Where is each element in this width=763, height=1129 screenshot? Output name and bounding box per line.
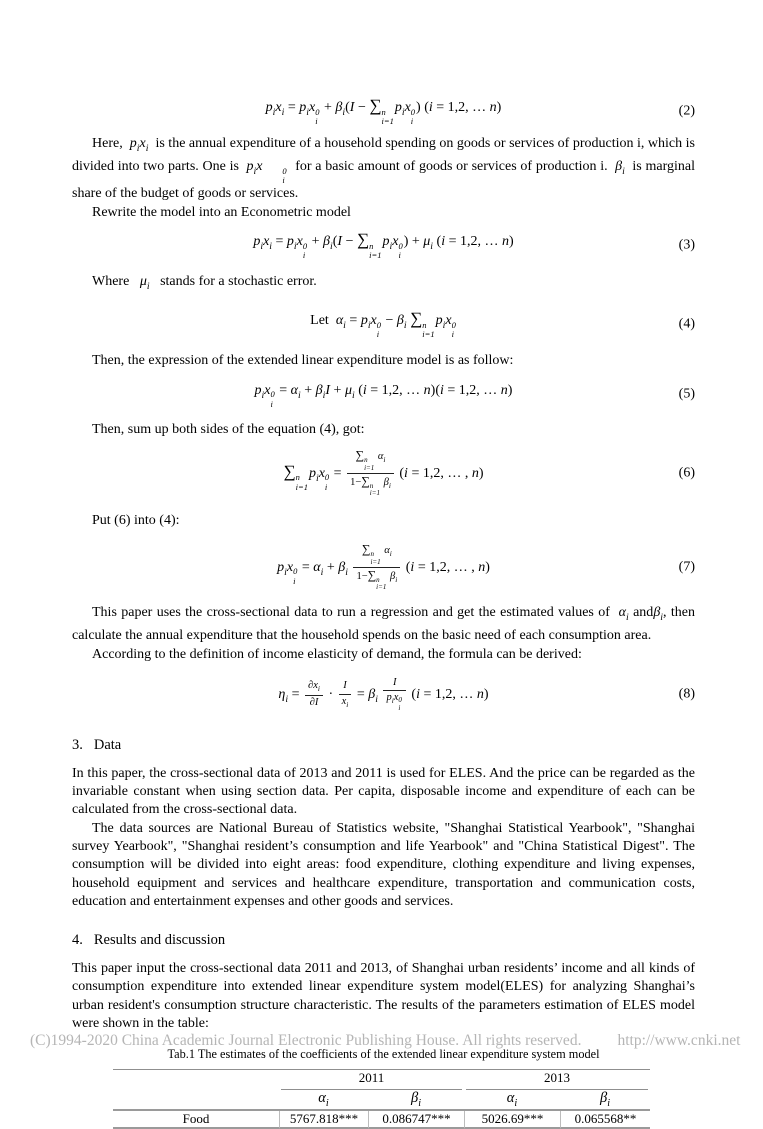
paragraph-regression: This paper uses the cross-sectional data to run a regression and get the estimated values of $\alpha_i$ andβ$_i$, then calculate the annual expenditure that the household spends on the basic need of each consumption area.	[72, 605, 695, 644]
section-heading-results	[72, 932, 695, 949]
paragraph-where: Where $\mu_i$ stands for a stochastic error.	[92, 274, 317, 293]
column-header-beta: $\beta_i$	[560, 1090, 650, 1111]
table-caption: Tab.1 The estimates of the coefficients of the extended linear expenditure system model	[167, 1047, 600, 1062]
column-header-alpha: $\alpha_i$	[279, 1090, 368, 1111]
table-empty-cell	[113, 1090, 279, 1111]
year-label: 2013	[466, 1070, 648, 1090]
cell-value: 0.065568**	[560, 1111, 650, 1129]
equation-5-body: $p_ix$ 0 i = $\alpha_i + \beta_iI + \mu_i$ (i = 1,2, … n)(i = 1,2, … n)	[254, 382, 513, 409]
section-number: 3.	[72, 736, 83, 753]
row-label: Food	[113, 1111, 279, 1129]
equation-number: (8)	[678, 686, 695, 702]
cell-value: 5767.818***	[279, 1111, 368, 1129]
paragraph-here: Here, $p_ix_i$ is the annual expenditure of a household spending on goods or services of production i, which is divided into two parts. One is $p_ix$ 0 i for a basic amount of goods or services of production i. $\beta_i$ is marginal share of the budget of goods or services.	[72, 136, 696, 202]
paragraph-data-2: The data sources are National Bureau of Statistics website, "Shanghai Statistical Yearbook", "Shanghai survey Yearbook", "Shanghai resident’s consumption and life Yearbook" and "China Statistical Digest". The consumption will be divided into eight areas: food expenditure, clothing expenditure and living expenses, household equipment and services and healthcare expenditure, transportation and communication costs, education and entertainment expenses and other goods and services.	[72, 820, 695, 909]
paragraph-then-expr: Then, the expression of the extended linear expenditure model is as follow:	[92, 352, 514, 368]
column-header-beta: $\beta_i$	[368, 1090, 464, 1111]
equation-number: (4)	[678, 316, 695, 332]
year-header-cell	[464, 1070, 650, 1090]
table-1-block	[72, 1047, 695, 1129]
year-label: 2011	[281, 1070, 462, 1090]
section-number: 4.	[72, 932, 83, 949]
equation-8-body: $\eta_i$ = $\frac{\partial x_i}{\partial I}$ · $\frac{I}{x_i}$ = $\beta_i$ I $p_ix$ 0 i (i = 1,2, … n)	[278, 676, 489, 713]
table-corner-cell	[113, 1070, 279, 1090]
footer-url: http://www.cnki.net	[617, 1032, 741, 1049]
page-content	[72, 0, 695, 1129]
equation-6	[72, 449, 695, 498]
equation-4-body: Let $\alpha_i = p_ix$ 0 i − $\beta_i$ ∑ n i=1 $p_ix$ 0 i	[310, 309, 456, 340]
cell-value: 0.086747***	[368, 1111, 464, 1129]
section-heading-data	[72, 737, 695, 754]
paragraph-data-1: In this paper, the cross-sectional data of 2013 and 2011 is used for ELES. And the price can be regarded as the invariable constant when using section data. Per capita, disposable income and expenditure of each can be calculated from the cross-sectional data.	[72, 765, 695, 818]
equation-3	[72, 231, 695, 260]
paragraph-rewrite: Rewrite the model into an Econometric model	[92, 204, 351, 220]
column-header-alpha: $\alpha_i$	[464, 1090, 560, 1111]
equation-7-body: $p_ix$ 0 i = $\alpha_i + \beta_i$ ∑ n i=1 $\alpha_i$ 1−∑ n i=1 $\beta_i$ (i = 1,2, … , n)	[277, 542, 490, 592]
table-year-row	[113, 1070, 650, 1090]
equation-number: (6)	[678, 465, 695, 481]
equation-5	[72, 382, 695, 409]
table-header-row	[113, 1090, 650, 1111]
equation-2	[72, 97, 695, 126]
cell-value: 5026.69***	[464, 1111, 560, 1129]
equation-3-body: $p_ix_i = p_ix$ 0 i + $\beta_i(I$ − ∑ n i=1 $p_ix$ 0 i ) + $\mu_i$ (i = 1,2, … n)	[253, 230, 514, 260]
equation-number: (2)	[678, 103, 695, 119]
coefficients-table	[113, 1069, 650, 1129]
year-header-cell	[279, 1070, 464, 1090]
cnki-footer	[30, 1032, 763, 1050]
equation-number: (7)	[678, 559, 695, 575]
equation-8	[72, 677, 695, 713]
equation-2-body: $p_ix_i = p_ix$ 0 i + $\beta_i(I$ − ∑ n i=1 $p_ix$ 0 i ) (i = 1,2, … n)	[265, 96, 502, 126]
equation-4	[72, 310, 695, 339]
paragraph-according: According to the definition of income elasticity of demand, the formula can be derived:	[92, 646, 582, 662]
paragraph-put: Put (6) into (4):	[92, 513, 180, 529]
equation-number: (5)	[678, 386, 695, 402]
equation-6-body: ∑ n i=1 $p_ix$ 0 i = ∑ n i=1 $\alpha_i$ 1−∑ n i=1 $\beta_i$ (i = 1,2, … , n)	[283, 448, 484, 498]
paragraph-results-1: This paper input the cross-sectional data 2011 and 2013, of Shanghai urban residents’ income and all kinds of consumption expenditure into extended linear expenditure system model(ELES) for analyzing Shanghai’s urban resident's consumption structure characteristic. The results of the parameters estimation of ELES model were shown in the table:	[72, 961, 695, 1031]
equation-7	[72, 543, 695, 592]
section-title: Results and discussion	[93, 932, 226, 949]
table-row-food	[113, 1111, 650, 1129]
section-title: Data	[93, 736, 122, 753]
footer-copyright: (C)1994-2020 China Academic Journal Electronic Publishing House. All rights reserved.	[30, 1032, 582, 1049]
paragraph-then-sum: Then, sum up both sides of the equation (4), got:	[92, 422, 365, 438]
equation-number: (3)	[678, 237, 695, 253]
